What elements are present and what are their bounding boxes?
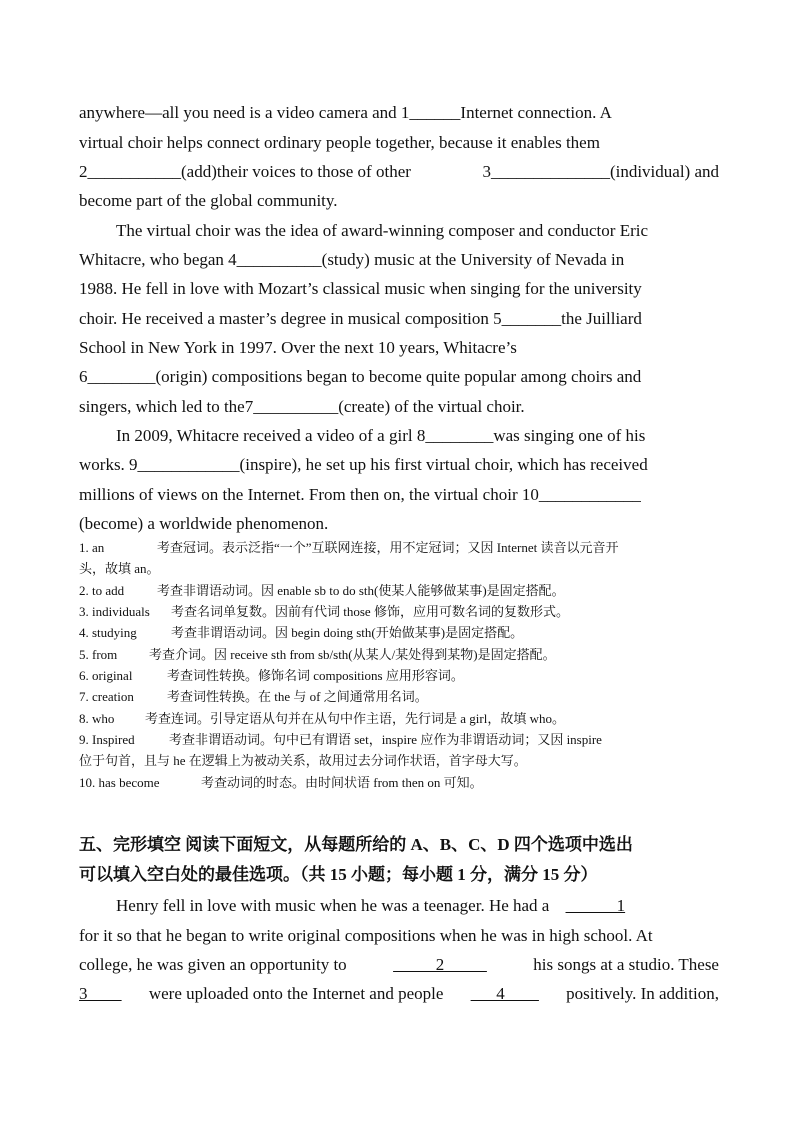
passage-text: The virtual choir was the idea of award-winning composer and conductor Eric — [116, 221, 649, 240]
answer-explanation: 头，故填 an。 — [79, 561, 160, 576]
answer-key: 7. creation — [79, 689, 134, 704]
answer-item-5 — [79, 647, 719, 663]
answer-explanation: 考查非谓语动词。句中已有谓语 set，inspire 应作为非谓语动词；又因 inspire — [169, 732, 602, 747]
passage-text: 2___________(add)their voices to those of other — [79, 162, 411, 181]
cloze-line-2 — [79, 926, 719, 946]
passage-text: (become) a worldwide phenomenon. — [79, 514, 329, 533]
passage-line-11 — [79, 397, 719, 417]
passage-line-7 — [79, 279, 719, 299]
answer-item-8 — [79, 711, 719, 727]
answer-item-7 — [79, 689, 719, 705]
passage-text: millions of views on the Internet. From then on, the virtual choir 10____________ — [79, 485, 641, 504]
answer-explanation: 位于句首，且与 he 在逻辑上为被动关系，故用过去分词作状语，首字母大写。 — [79, 753, 527, 768]
cloze-text: college, he was given an opportunity to — [79, 955, 347, 974]
answer-explanation: 考查连词。引导定语从句并在从句中作主语，先行词是 a girl，故填 who。 — [145, 711, 565, 726]
answer-key: 2. to add — [79, 583, 125, 598]
cloze-line-4 — [79, 984, 719, 1004]
cloze-text: positively. In addition, — [566, 984, 719, 1003]
answer-key: 5. from — [79, 647, 118, 662]
answer-item-6 — [79, 668, 719, 684]
answer-explanation: 考查名词单复数。因前有代词 those 修饰，应用可数名词的复数形式。 — [171, 604, 569, 619]
passage-text: singers, which led to the7__________(create) of the virtual choir. — [79, 397, 525, 416]
answer-key: 8. who — [79, 711, 115, 726]
passage-line-12 — [116, 426, 719, 446]
answer-item-10 — [79, 775, 719, 791]
answer-explanation: 考查非谓语动词。因 enable sb to do sth(使某人能够做某事)是固定搭配。 — [157, 583, 565, 598]
answer-key: 1. an — [79, 540, 105, 555]
passage-line-3 — [79, 162, 719, 182]
passage-text: virtual choir helps connect ordinary people together, because it enables them — [79, 133, 600, 152]
cloze-blank-1[interactable]: ______1 — [565, 896, 626, 915]
cloze-text: his songs at a studio. These — [533, 955, 719, 974]
passage-text: choir. He received a master’s degree in musical composition 5_______the Juilliard — [79, 309, 642, 328]
answer-item-9 — [79, 732, 719, 748]
section-heading: 可以填入空白处的最佳选项。（共 15 小题；每小题 1 分，满分 15 分） — [79, 865, 598, 884]
answer-item-3 — [79, 604, 719, 620]
cloze-blank-3[interactable]: 3____ — [79, 984, 122, 1003]
cloze-line-1 — [116, 896, 719, 916]
passage-text: works. 9____________(inspire), he set up his first virtual choir, which has received — [79, 455, 648, 474]
answer-explanation: 考查冠词。表示泛指“一个”互联网连接，用不定冠词；又因 Internet 读音以元音开 — [157, 540, 619, 555]
answer-item-1-cont — [79, 561, 719, 577]
answer-explanation: 考查动词的时态。由时间状语 from then on 可知。 — [201, 775, 483, 790]
section-heading-line-2 — [79, 864, 719, 886]
answer-item-9-cont — [79, 753, 719, 769]
passage-line-10 — [79, 367, 719, 387]
answer-item-4 — [79, 625, 719, 641]
passage-line-14 — [79, 485, 719, 505]
answer-key: 3. individuals — [79, 604, 150, 619]
passage-line-15 — [79, 514, 719, 534]
answer-key: 10. has become — [79, 775, 160, 790]
cloze-blank-4[interactable]: ___4____ — [470, 984, 539, 1003]
passage-line-1 — [79, 103, 719, 123]
section-heading-line-1 — [79, 834, 719, 856]
passage-text: become part of the global community. — [79, 191, 338, 210]
answer-key: 9. Inspired — [79, 732, 135, 747]
passage-text: 3______________(individual) and — [482, 162, 719, 181]
answer-explanation: 考查词性转换。修饰名词 compositions 应用形容词。 — [167, 668, 464, 683]
passage-line-5 — [116, 221, 719, 241]
passage-line-4 — [79, 191, 719, 211]
answer-item-2 — [79, 583, 719, 599]
passage-line-9 — [79, 338, 719, 358]
section-heading: 五、完形填空 阅读下面短文，从每题所给的 A、B、C、D 四个选项中选出 — [79, 835, 633, 854]
cloze-text: Henry fell in love with music when he was a teenager. He had a — [116, 896, 550, 915]
cloze-text: for it so that he began to write original compositions when he was in high school. At — [79, 926, 653, 945]
cloze-text: were uploaded onto the Internet and people — [148, 984, 444, 1003]
passage-text: 1988. He fell in love with Mozart’s classical music when singing for the university — [79, 279, 642, 298]
passage-text: School in New York in 1997. Over the next 10 years, Whitacre’s — [79, 338, 517, 357]
answer-item-1 — [79, 540, 719, 556]
answer-explanation: 考查词性转换。在 the 与 of 之间通常用名词。 — [167, 689, 428, 704]
cloze-blank-2[interactable]: _____2_____ — [393, 955, 487, 974]
cloze-line-3 — [79, 955, 719, 975]
passage-text: Whitacre, who began 4__________(study) music at the University of Nevada in — [79, 250, 625, 269]
answer-key: 6. original — [79, 668, 133, 683]
passage-text: In 2009, Whitacre received a video of a girl 8________was singing one of his — [116, 426, 646, 445]
answer-explanation: 考查非谓语动词。因 begin doing sth(开始做某事)是固定搭配。 — [171, 625, 524, 640]
answer-key: 4. studying — [79, 625, 137, 640]
passage-line-8 — [79, 309, 719, 329]
answer-explanation: 考查介词。因 receive sth from sb/sth(从某人/某处得到某物)是固定搭配。 — [149, 647, 556, 662]
passage-line-2 — [79, 133, 719, 153]
passage-line-6 — [79, 250, 719, 270]
passage-text: anywhere—all you need is a video camera and 1______Internet connection. A — [79, 103, 612, 122]
passage-text: 6________(origin) compositions began to become quite popular among choirs and — [79, 367, 642, 386]
passage-line-13 — [79, 455, 719, 475]
